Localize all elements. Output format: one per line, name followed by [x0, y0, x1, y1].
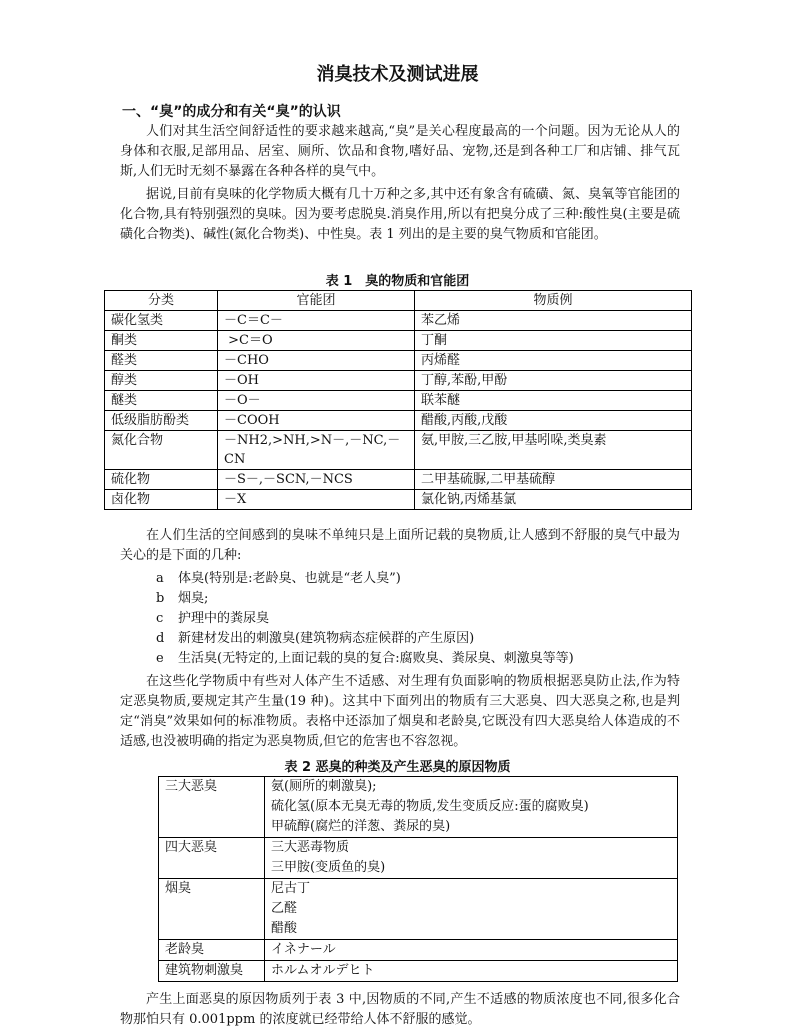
table-row	[105, 331, 692, 351]
cell-substances	[265, 961, 678, 982]
cell-category: 氮化合物	[105, 431, 218, 470]
table-row	[105, 391, 692, 411]
paragraph-5	[120, 990, 680, 1030]
cell-category: 硫化物	[105, 470, 218, 490]
intro-paragraph-1	[120, 122, 680, 182]
cell-category: 醛类	[105, 351, 218, 371]
section-heading: 一、“臭”的成分和有关“臭”的认识	[122, 104, 341, 120]
paragraph-text: 产生上面恶臭的原因物质列于表 3 中,因物质的不同,产生不适感的物质浓度也不同,很多化合物那怕只有 0.001ppm 的浓度就已经带给人体不舒服的感觉。	[120, 992, 680, 1027]
cell-examples: 丙烯醛	[415, 351, 692, 371]
cell-group: －CHO	[218, 351, 415, 371]
cell-substances	[265, 940, 678, 961]
cell-category: 低级脂肪酚类	[105, 411, 218, 431]
cell-group: －X	[218, 490, 415, 510]
cell-category: 老龄臭	[159, 940, 265, 961]
list-marker: d	[156, 631, 165, 646]
cell-category: 酮类	[105, 331, 218, 351]
table-row	[159, 838, 678, 879]
cell-examples: 二甲基硫脲,二甲基硫醇	[415, 470, 692, 490]
substance-item: 甲硫醇(腐烂的洋葱、粪尿的臭)	[271, 819, 451, 834]
list-item-text: 新建材发出的刺激臭(建筑物病态症候群的产生原因)	[178, 631, 475, 646]
cell-group: －COOH	[218, 411, 415, 431]
substance-item: 尼古丁	[271, 881, 311, 896]
table-header-row	[105, 291, 692, 311]
list-item-text: 生活臭(无特定的,上面记载的臭的复合:腐败臭、粪尿臭、刺激臭等等)	[178, 651, 574, 666]
table-row	[105, 470, 692, 490]
list-item-text: 烟臭;	[178, 591, 209, 606]
substance-item: 硫化氢(原本无臭无毒的物质,发生变质反应:蛋的腐败臭)	[271, 799, 589, 814]
cell-category: 醚类	[105, 391, 218, 411]
list-marker: c	[156, 611, 164, 626]
cell-examples: 醋酸,丙酸,戊酸	[415, 411, 692, 431]
table1-caption: 表 1 臭的物质和官能团	[325, 274, 470, 289]
substance-item: 醋酸	[271, 921, 298, 936]
cell-group: －C＝C－	[218, 311, 415, 331]
list-item	[156, 609, 574, 629]
paragraph-text: 在人们生活的空间感到的臭味不单纯只是上面所记载的臭物质,让人感到不舒服的臭气中最为关心的是下面的几种:	[120, 528, 680, 563]
substance-item: 乙醛	[271, 901, 298, 916]
table-row	[159, 777, 678, 838]
cell-category: 卤化物	[105, 490, 218, 510]
table-row	[105, 311, 692, 331]
cell-group: >C＝O	[218, 331, 415, 351]
table-row	[159, 879, 678, 940]
list-marker: e	[156, 651, 164, 666]
table-row	[105, 431, 692, 470]
cell-examples: 氯化钠,丙烯基氯	[415, 490, 692, 510]
cell-category: 建筑物刺激臭	[159, 961, 265, 982]
odor-type-list	[156, 569, 574, 669]
substance-item: 三大恶毒物质	[271, 840, 350, 855]
cell-group: －NH2,>NH,>N－,－NC,－CN	[218, 431, 415, 470]
table2-malodor-types	[158, 776, 678, 982]
list-item	[156, 569, 574, 589]
substance-item: 氨(厕所的刺激臭);	[271, 779, 377, 794]
cell-substances	[265, 838, 678, 879]
cell-category: 醇类	[105, 371, 218, 391]
paragraph-4	[120, 672, 680, 752]
list-item	[156, 589, 574, 609]
table-row	[105, 411, 692, 431]
table-row	[105, 351, 692, 371]
list-marker: b	[156, 591, 165, 606]
list-item-text: 护理中的粪尿臭	[178, 611, 270, 626]
table2-caption: 表 2 恶臭的种类及产生恶臭的原因物质	[284, 760, 511, 775]
list-item	[156, 649, 574, 669]
cell-examples: 氨,甲胺,三乙胺,甲基吲哚,类臭素	[415, 431, 692, 470]
table-row	[105, 371, 692, 391]
paragraph-3	[120, 526, 680, 566]
table1-odor-groups	[104, 290, 692, 510]
header-category: 分类	[105, 291, 218, 311]
cell-substances	[265, 777, 678, 838]
cell-category: 碳化氢类	[105, 311, 218, 331]
cell-examples: 苯乙烯	[415, 311, 692, 331]
cell-category: 四大恶臭	[159, 838, 265, 879]
intro-paragraph-2	[120, 185, 680, 245]
list-item-text: 体臭(特别是:老龄臭、也就是“老人臭”)	[178, 571, 401, 586]
document-title: 消臭技术及测试进展	[316, 64, 479, 85]
cell-group: －OH	[218, 371, 415, 391]
paragraph-text: 据说,目前有臭味的化学物质大概有几十万种之多,其中还有象含有硫磺、氮、臭氧等官能团的化合物,具有特别强烈的臭味。因为要考虑脱臭.消臭作用,所以有把臭分成了三种:酸性臭(主要是硫磺化合物类)、碱性(氮化合物类)、中性臭。表 1 列出的是主要的臭气物质和官能团。	[120, 187, 680, 242]
cell-category: 三大恶臭	[159, 777, 265, 838]
paragraph-text: 人们对其生活空间舒适性的要求越来越高,“臭”是关心程度最高的一个问题。因为无论从人的身体和衣服,足部用品、居室、厕所、饮品和食物,嗜好品、宠物,还是到各种工厂和店铺、排气瓦斯,人们无时无刻不暴露在各种各样的臭气中。	[120, 124, 680, 179]
cell-group: －O－	[218, 391, 415, 411]
cell-category: 烟臭	[159, 879, 265, 940]
cell-substances	[265, 879, 678, 940]
substance-item: 三甲胺(变质鱼的臭)	[271, 860, 386, 875]
header-functional-group: 官能团	[218, 291, 415, 311]
table-row	[159, 940, 678, 961]
paragraph-text: 在这些化学物质中有些对人体产生不适感、对生理有负面影响的物质根据恶臭防止法,作为特定恶臭物质,要规定其产生量(19 种)。这其中下面列出的物质有三大恶臭、四大恶臭之称,也是判定“消臭”效果如何的标准物质。表格中还添加了烟臭和老龄臭,它既没有四大恶臭给人体造成的不适感,也没被明确的指定为恶臭物质,但它的危害也不容忽视。	[120, 674, 680, 749]
table-row	[159, 961, 678, 982]
table-row	[105, 490, 692, 510]
cell-examples: 丁酮	[415, 331, 692, 351]
list-marker: a	[156, 571, 164, 586]
substance-item: ホルムオルデヒト	[271, 963, 375, 978]
cell-examples: 丁醇,苯酚,甲酚	[415, 371, 692, 391]
header-examples: 物质例	[415, 291, 692, 311]
cell-examples: 联苯醚	[415, 391, 692, 411]
substance-item: イネナール	[271, 942, 336, 957]
list-item	[156, 629, 574, 649]
cell-group: －S－,－SCN,－NCS	[218, 470, 415, 490]
